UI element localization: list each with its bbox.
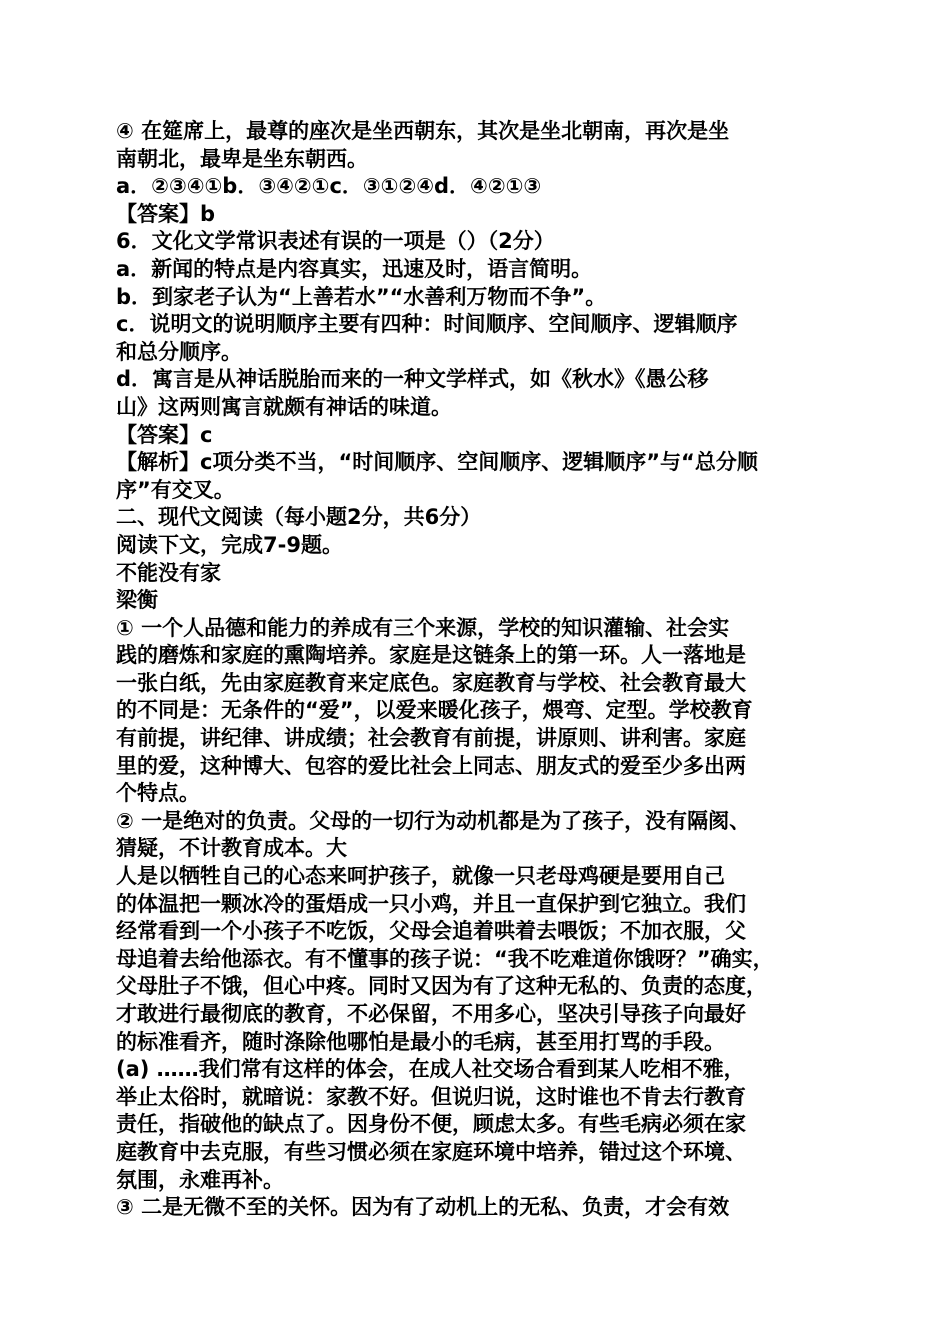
article-title: 不能没有家: [116, 560, 221, 585]
text-line: a．新闻的特点是内容真实，迅速及时，语言简明。: [116, 256, 593, 281]
text-line: 猜疑，不计教育成本。大: [116, 836, 347, 861]
text-line: 【答案】b: [116, 201, 216, 226]
section-heading: 二、现代文阅读（每小题2分，共6分）: [116, 505, 482, 530]
article-author: 梁衡: [116, 588, 158, 613]
text-line: 序”有交叉。: [116, 477, 235, 502]
text-line: 责任，指破他的缺点了。因身份不便，顾虑太多。有些毛病必须在家: [116, 1112, 746, 1137]
text-line: d．寓言是从神话脱胎而来的一种文学样式，如《秋水》《愚公移: [116, 367, 709, 392]
text-line: ① 一个人品德和能力的养成有三个来源，学校的知识灌输、社会实: [116, 615, 730, 640]
text-line: 父母肚子不饿，但心中疼。同时又因为有了这种无私的、负责的态度，: [116, 974, 767, 999]
text-line: 个特点。: [116, 781, 200, 806]
text-line: 才敢进行最彻底的教育，不必保留，不用多心，坚决引导孩子向最好: [116, 1002, 746, 1026]
text-line: 庭教育中去克服，有些习惯必须在家庭环境中培养，错过这个环境、: [116, 1139, 746, 1164]
text-line: 和总分顺序。: [116, 339, 242, 364]
text-line: 母追着去给他添衣。有不懂事的孩子说：“我不吃难道你饿呀？”确实，: [116, 946, 774, 971]
text-line: 有前提，讲纪律、讲成绩；社会教育有前提，讲原则、讲利害。家庭: [116, 726, 746, 751]
text-line: 【答案】c: [116, 422, 213, 447]
text-line: a．②③④①b．③④②①c．③①②④d．④②①③: [116, 174, 542, 199]
text-line: 6．文化文学常识表述有误的一项是（）（2分）: [116, 229, 555, 254]
text-line: 的标准看齐，随时涤除他哪怕是最小的毛病，甚至用打骂的手段。: [116, 1029, 725, 1054]
text-line: 一张白纸，先由家庭教育来定底色。家庭教育与学校、社会教育最大: [116, 670, 746, 695]
text-line: 里的爱，这种博大、包容的爱比社会上同志、朋友式的爱至少多出两: [116, 753, 746, 778]
text-line: 山》这两则寓言就颇有神话的味道。: [116, 394, 452, 419]
text-line: (a) ……我们常有这样的体会，在成人社交场合看到某人吃相不雅，: [116, 1057, 745, 1082]
text-line: ② 一是绝对的负责。父母的一切行为动机都是为了孩子，没有隔阂、: [116, 808, 751, 833]
text-line: 人是以牺牲自己的心态来呵护孩子，就像一只老母鸡硬是要用自己: [116, 864, 725, 889]
text-line: ③ 二是无微不至的关怀。因为有了动机上的无私、负责，才会有效: [116, 1195, 730, 1220]
text-line: 践的磨炼和家庭的熏陶培养。家庭是这链条上的第一环。人一落地是: [116, 643, 746, 668]
text-line: 阅读下文，完成7-9题。: [116, 532, 343, 557]
text-line: 【解析】c项分类不当，“时间顺序、空间顺序、逻辑顺序”与“总分顺: [116, 450, 758, 475]
text-line: 的不同是：无条件的“爱”，以爱来暖化孩子，煨弯、定型。学校教育: [116, 698, 753, 723]
text-line: 举止太俗时，就暗说：家教不好。但说归说，这时谁也不肯去行教育: [116, 1084, 746, 1109]
text-line: 南朝北，最卑是坐东朝西。: [116, 146, 368, 171]
document-page: [116, 118, 840, 1222]
text-line: c．说明文的说明顺序主要有四种：时间顺序、空间顺序、逻辑顺序: [116, 312, 738, 337]
text-line: b．到家老子认为“上善若水”“水善利万物而不争”。: [116, 284, 607, 309]
text-line: 的体温把一颗冰冷的蛋焐成一只小鸡，并且一直保护到它独立。我们: [116, 891, 746, 916]
text-line: ④ 在筵席上，最尊的座次是坐西朝东，其次是坐北朝南，再次是坐: [116, 119, 730, 143]
text-line: 经常看到一个小孩子不吃饭，父母会追着哄着去喂饭；不加衣服，父: [116, 919, 746, 944]
text-line: 氛围，永难再补。: [116, 1167, 284, 1192]
